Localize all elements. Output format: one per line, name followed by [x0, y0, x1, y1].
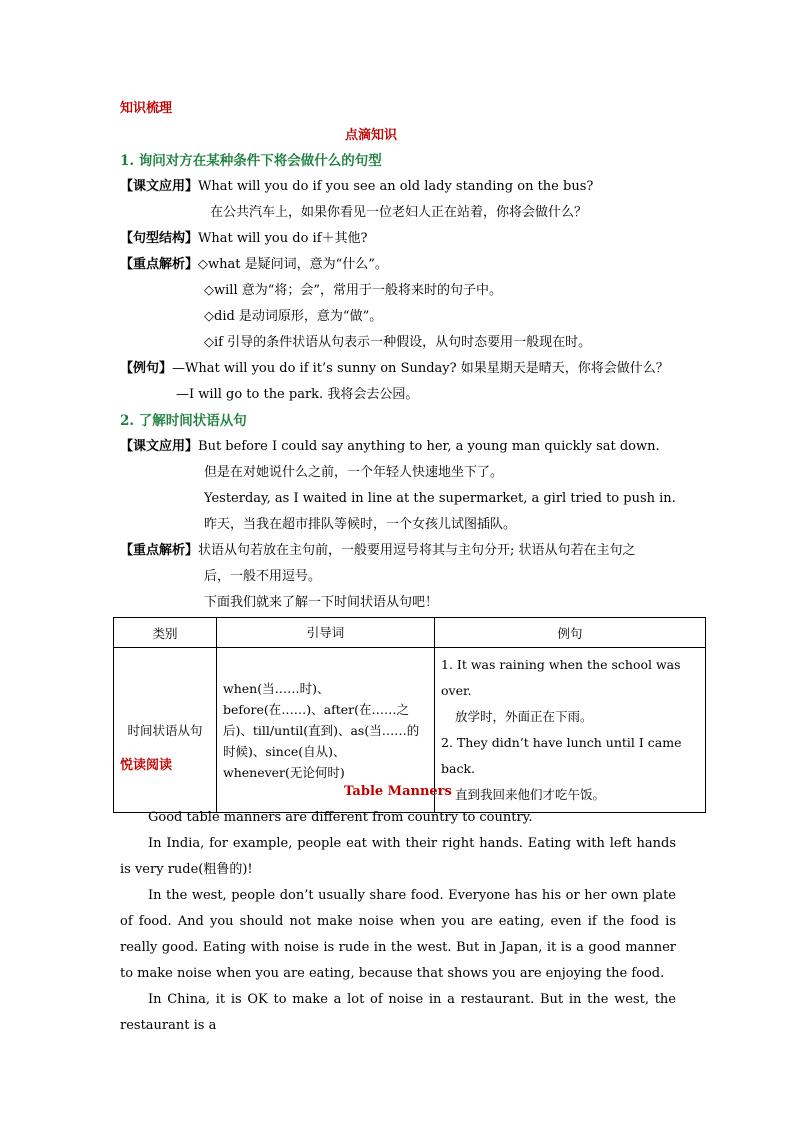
point2-heading: 2. 了解时间状语从句: [120, 413, 247, 429]
point1-app-label: 【课文应用】: [120, 179, 199, 194]
point2-analysis-label: 【重点解析】: [120, 543, 199, 558]
table-cell-examples: [435, 648, 706, 813]
reading-paragraph: In the west, people don’t usually share food. Everyone has his or her own plate of food. And you should not make noise when you are eating, even if the food is really good. Eating with noise is rude in the west. But in Japan, it is a good manner to make noise when you are eating, because that shows you are enjoying the food.: [120, 888, 676, 981]
table-header-cell: 例句: [435, 618, 706, 648]
point1-struct-row: [120, 230, 368, 248]
section-heading-reading: 悦读阅读: [120, 758, 173, 773]
example-en: 2. They didn’t have lunch until I came back.: [441, 735, 682, 776]
point1-app-en: What will you do if you see an old lady standing on the bus?: [198, 179, 594, 194]
reading-paragraph: In China, it is OK to make a lot of noise in a restaurant. But in the west, the restaurant is a: [120, 992, 676, 1033]
point1-analysis-label: 【重点解析】: [120, 257, 199, 272]
point1-struct-label: 【句型结构】: [120, 231, 199, 246]
section-heading-knowledge: 知识梳理: [120, 101, 173, 116]
point1-analysis-item: ◇will 意为“将；会”，常用于一般将来时的句子中。: [204, 283, 503, 298]
point1-example-row: [120, 360, 669, 378]
point2-app-cn2: 昨天，当我在超市排队等候时，一个女孩儿试图插队。: [204, 517, 517, 532]
point1-example-label: 【例句】: [120, 361, 173, 376]
table-header-cell: 类别: [114, 618, 217, 648]
point1-analysis-item: ◇what 是疑问词，意为“什么”。: [198, 257, 388, 272]
point2-app-en2: Yesterday, as I waited in line at the supermarket, a girl tried to push in.: [204, 491, 676, 506]
table-cell-conjunctions: when(当……时)、before(在……)、after(在……之后)、till/until(直到)、as(当……的时候)、since(自从)、 whenever(无论何时): [217, 648, 435, 813]
point2-analysis-line: 状语从句若放在主句前，一般要用逗号将其与主句分开; 状语从句若在主句之: [198, 543, 636, 558]
table-cell-category: 时间状语从句: [114, 648, 217, 813]
example-cn: 放学时，外面正在下雨。: [455, 709, 593, 724]
point2-app-label: 【课文应用】: [120, 439, 199, 454]
point1-struct-text: What will you do if＋其他?: [198, 231, 368, 246]
reading-title: Table Manners: [344, 784, 452, 799]
point2-analysis-line: 后，一般不用逗号。: [204, 569, 322, 584]
point1-example-a: —I will go to the park. 我将会去公园。: [176, 387, 419, 402]
point2-analysis-row: [120, 542, 636, 560]
point2-analysis-line: 下面我们就来了解一下时间状语从句吧！: [204, 595, 439, 610]
point2-app-en1: But before I could say anything to her, a young man quickly sat down.: [198, 439, 660, 454]
point1-analysis-item: ◇if 引导的条件状语从句表示一种假设，从句时态要用一般现在时。: [204, 335, 592, 350]
reading-paragraph: In India, for example, people eat with their right hands. Eating with left hands is very rude(粗鲁的)!: [120, 836, 676, 877]
point1-analysis-row: [120, 256, 388, 274]
point1-analysis-item: ◇did 是动词原形，意为“做”。: [204, 309, 383, 324]
point2-app-row: [120, 438, 660, 456]
table-header-row: [114, 618, 706, 648]
point1-example-q: —What will you do if it’s sunny on Sunday? 如果星期天是晴天，你将会做什么？: [172, 361, 669, 376]
point1-app-cn: 在公共汽车上，如果你看见一位老妇人正在站着，你将会做什么？: [210, 205, 588, 220]
page-title: 点滴知识: [345, 128, 398, 143]
example-cn: 直到我回来他们才吃午饭。: [455, 787, 606, 802]
point1-app-row: [120, 178, 593, 196]
example-en: 1. It was raining when the school was over.: [441, 657, 681, 698]
table-header-cell: 引导词: [217, 618, 435, 648]
point1-heading: 1. 询问对方在某种条件下将会做什么的句型: [120, 153, 382, 169]
reading-paragraph: Good table manners are different from country to country.: [148, 810, 533, 825]
point2-app-cn1: 但是在对她说什么之前，一个年轻人快速地坐下了。: [204, 465, 504, 480]
